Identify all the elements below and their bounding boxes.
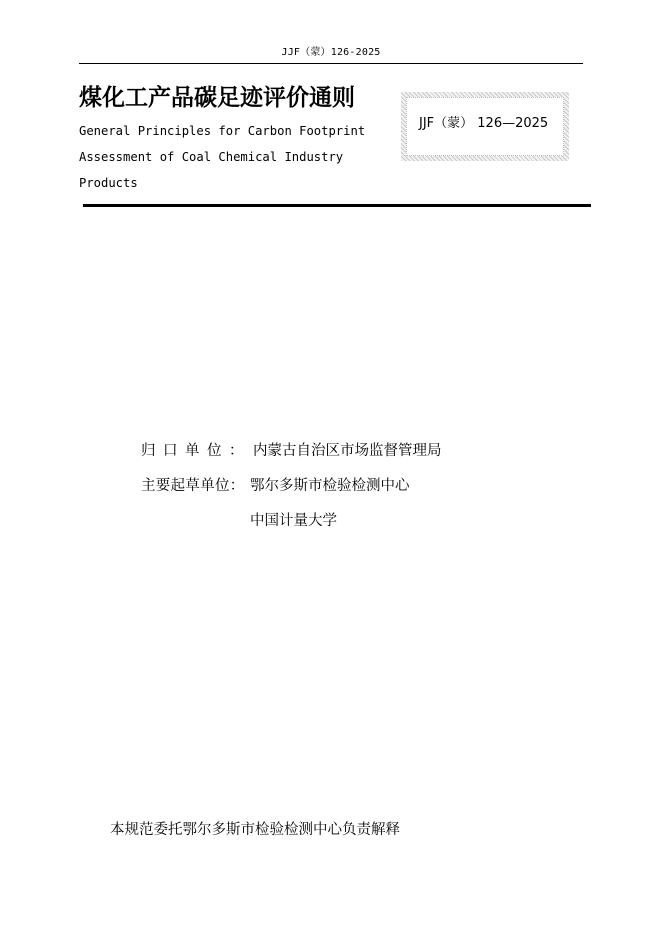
standard-code-box [401,92,569,161]
interpretation-note: 本规范委托鄂尔多斯市检验检测中心负责解释 [110,822,400,838]
title-separator-rule [83,204,591,207]
drafting-units-label: 主要起草单位： [141,478,245,494]
title-chinese: 煤化工产品碳足迹评价通则 [79,85,355,111]
responsible-unit-value: 内蒙古自治区市场监督管理局 [253,443,442,459]
title-english-line: Products [79,176,138,190]
header-rule [79,63,583,64]
title-english-line: General Principles for Carbon Footprint [79,124,366,138]
responsible-unit-label: 归口单位： [141,443,251,459]
running-header: JJF（蒙）126-2025 [281,47,381,58]
standard-code: JJF（蒙） 126—2025 [419,116,549,131]
drafting-unit-item: 中国计量大学 [250,513,337,529]
title-english [79,118,397,196]
drafting-unit-item: 鄂尔多斯市检验检测中心 [250,478,410,494]
title-english-line: Assessment of Coal Chemical Industry [79,150,344,164]
